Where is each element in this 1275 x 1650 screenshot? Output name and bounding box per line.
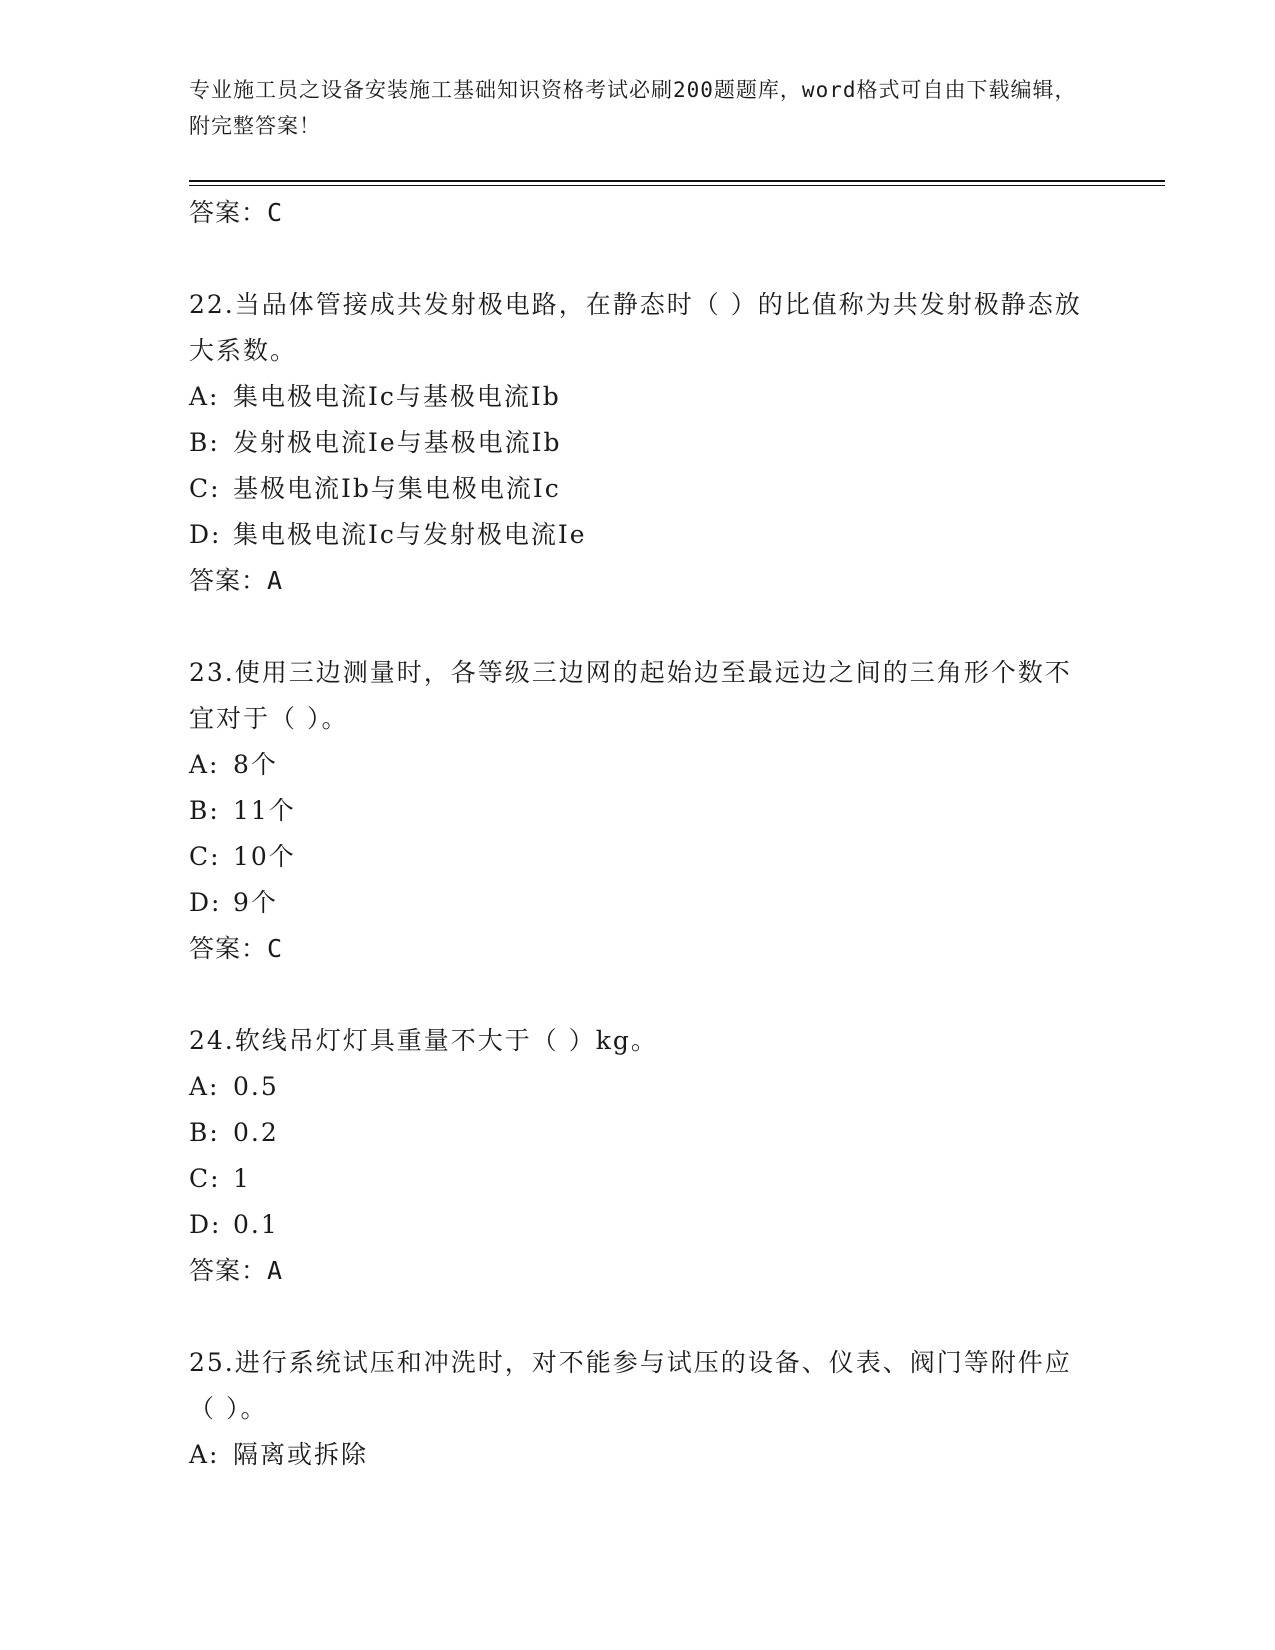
option-c (189, 1156, 1089, 1202)
option-letter: D: (189, 888, 222, 917)
option-letter: A: (189, 1072, 220, 1101)
option-a (189, 1064, 1089, 1110)
option-text: 隔离或拆除 (233, 1440, 369, 1469)
answer-line: 答案：C (189, 934, 284, 963)
question-stem: 24.软线吊灯灯具重量不大于（ ）kg。 (189, 1026, 658, 1055)
document-header (189, 72, 1089, 144)
option-text: 11个 (233, 796, 296, 825)
question-stem: 22.当品体管接成共发射极电路，在静态时（ ）的比值称为共发射极静态放大系数。 (189, 290, 1082, 365)
option-c (189, 466, 1089, 512)
question-23 (189, 650, 1089, 972)
option-b (189, 1110, 1089, 1156)
question-stem: 23.使用三边测量时，各等级三边网的起始边至最远边之间的三角形个数不宜对于（ ）。 (189, 658, 1072, 733)
option-text: 0.5 (233, 1072, 279, 1101)
option-letter: A: (189, 750, 220, 779)
option-text: 基极电流Ib与集电极电流Ic (233, 474, 561, 503)
option-text: 8个 (233, 750, 278, 779)
option-letter: D: (189, 520, 222, 549)
option-a (189, 1432, 1089, 1478)
question-22 (189, 282, 1089, 604)
option-d (189, 1202, 1089, 1248)
option-a (189, 374, 1089, 420)
option-c (189, 834, 1089, 880)
option-letter: A: (189, 1440, 220, 1469)
option-letter: B: (189, 428, 220, 457)
option-letter: C: (189, 1164, 221, 1193)
option-text: 集电极电流Ic与基极电流Ib (233, 382, 561, 411)
option-b (189, 788, 1089, 834)
question-list (189, 190, 1089, 1478)
option-letter: B: (189, 796, 220, 825)
option-text: 集电极电流Ic与发射极电流Ie (233, 520, 587, 549)
question-25 (189, 1340, 1089, 1478)
option-text: 0.1 (233, 1210, 279, 1239)
option-text: 1 (233, 1164, 251, 1193)
option-letter: A: (189, 382, 220, 411)
question-stem: 25.进行系统试压和冲洗时，对不能参与试压的设备、仪表、阀门等附件应（ ）。 (189, 1348, 1072, 1423)
answer-line: 答案：A (189, 566, 284, 595)
answer-line-previous: 答案：C (189, 198, 284, 227)
header-rule-thin (189, 185, 1165, 186)
option-d (189, 512, 1089, 558)
answer-line: 答案：A (189, 1256, 284, 1285)
option-text: 发射极电流Ie与基极电流Ib (233, 428, 562, 457)
option-text: 9个 (233, 888, 278, 917)
option-a (189, 742, 1089, 788)
header-title: 专业施工员之设备安装施工基础知识资格考试必刷200题题库，word格式可自由下载编辑，附完整答案！ (189, 78, 1077, 138)
option-d (189, 880, 1089, 926)
option-text: 0.2 (233, 1118, 279, 1147)
question-24 (189, 1018, 1089, 1294)
option-b (189, 420, 1089, 466)
option-letter: D: (189, 1210, 222, 1239)
option-text: 10个 (233, 842, 296, 871)
option-letter: C: (189, 842, 221, 871)
option-letter: C: (189, 474, 221, 503)
header-rule-thick (189, 180, 1165, 182)
option-letter: B: (189, 1118, 220, 1147)
